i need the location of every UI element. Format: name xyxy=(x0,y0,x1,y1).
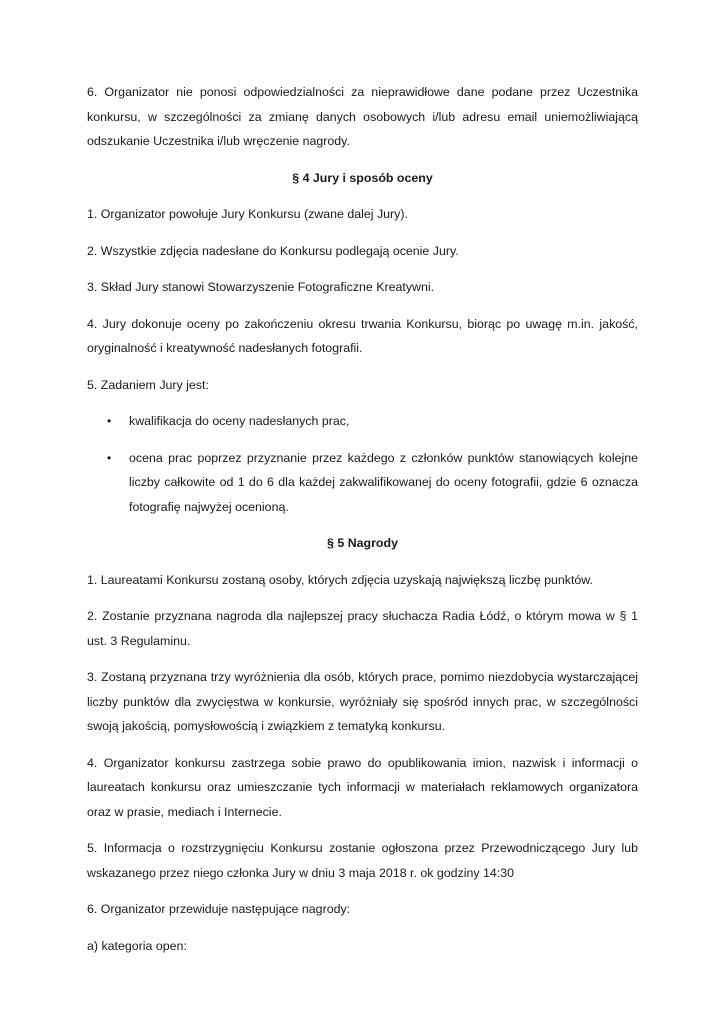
paragraph-5-6: 6. Organizator przewiduje następujące nagrody: xyxy=(87,902,351,916)
paragraph-5-4: 4. Organizator konkursu zastrzega sobie prawo do opublikowania imion, nazwisk i informacji o laureatach konkursu oraz umieszczanie tych informacji w materiałach reklamowych organizatora oraz w prasie, mediach i Internecie. xyxy=(87,755,638,819)
section-5-heading: § 5 Nagrody xyxy=(327,536,398,550)
paragraph-3-6: 6. Organizator nie ponosi odpowiedzialności za nieprawidłowe dane podane przez Uczestnika konkursu, w szczególności za zmianę danych osobowych i/lub adresu email uniemożliwiającą odszukanie Uczestnika i/lub wręczenie nagrody. xyxy=(87,85,638,148)
paragraph-5-5: 5. Informacja o rozstrzygnięciu Konkursu zostanie ogłoszona przez Przewodniczącego Jury lub wskazanego przez niego członka Jury w dniu 3 maja 2018 r. ok godziny 14:30 xyxy=(87,841,638,880)
paragraph-4-3: 3. Skład Jury stanowi Stowarzyszenie Fotograficzne Kreatywni. xyxy=(87,280,435,294)
list-item-text: ocena prac poprzez przyznanie przez każdego z członków punktów stanowiących kolejne liczby całkowite od 1 do 6 dla każdej zakwalifikowanej do oceny fotografii, gdzie 6 oznacza fotografię najwyżej ocenioną. xyxy=(129,450,638,514)
paragraph-4-4: 4. Jury dokonuje oceny po zakończeniu okresu trwania Konkursu, biorąc po uwagę m.in. jakość, oryginalność i kreatywność nadesłanych fotografii. xyxy=(87,316,638,355)
bullet-icon: • xyxy=(107,450,112,465)
jury-tasks-list xyxy=(87,409,638,519)
paragraph-5-3: 3. Zostaną przyznana trzy wyróżnienia dla osób, których prace, pomimo niezdobycia wystarczającej liczby punktów dla zwycięstwa w konkursie, wyróżniały się spośród innych prac, w szczególności swoją jakością, pomysłowością i związkiem z tematyką konkursu. xyxy=(87,670,638,733)
bullet-icon: • xyxy=(107,414,112,428)
paragraph-4-5: 5. Zadaniem Jury jest: xyxy=(87,377,209,392)
paragraph-4-1: 1. Organizator powołuje Jury Konkursu (zwane dalej Jury). xyxy=(87,207,408,221)
list-item-text: kwalifikacja do oceny nadesłanych prac, xyxy=(129,414,350,428)
list-item xyxy=(87,409,638,434)
list-item xyxy=(87,446,638,520)
section-4-heading: § 4 Jury i sposób oceny xyxy=(292,170,433,185)
paragraph-5-2: 2. Zostanie przyznana nagroda dla najlepszej pracy słuchacza Radia Łódź, o którym mowa w § 1 ust. 3 Regulaminu. xyxy=(87,609,638,648)
document-page xyxy=(87,80,638,970)
paragraph-5-1: 1. Laureatami Konkursu zostaną osoby, których zdjęcia uzyskają największą liczbę punktów. xyxy=(87,572,593,587)
paragraph-4-2: 2. Wszystkie zdjęcia nadesłane do Konkursu podlegają ocenie Jury. xyxy=(87,243,459,258)
paragraph-5-6a: a) kategoria open: xyxy=(87,938,187,953)
